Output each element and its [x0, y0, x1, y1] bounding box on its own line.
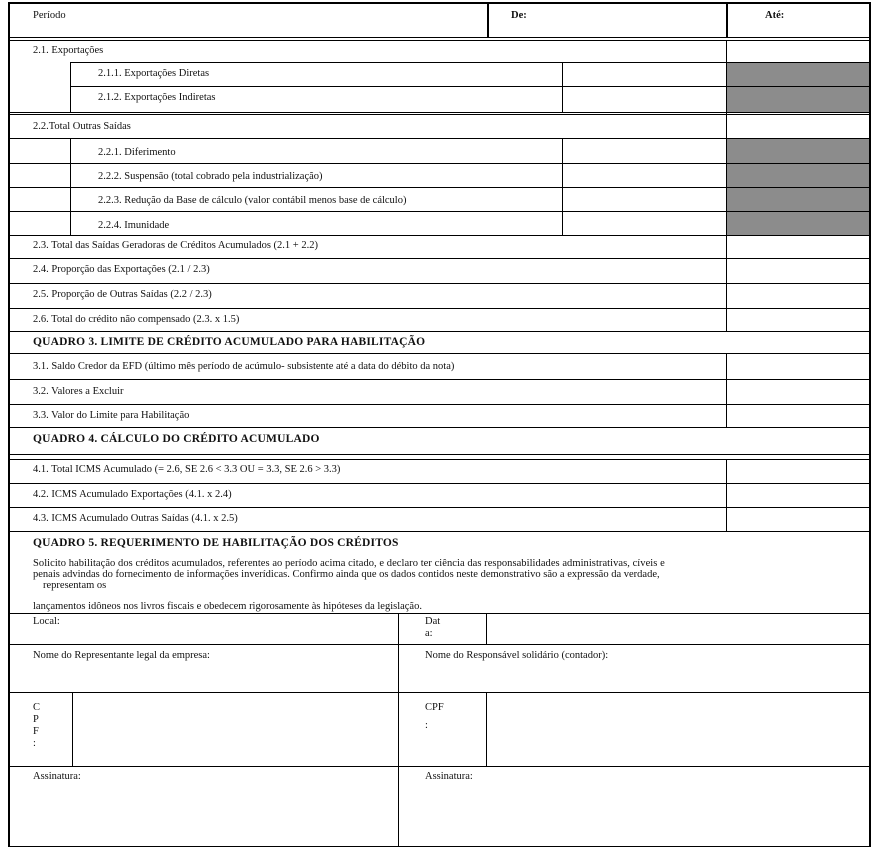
- row-2-2-1: 2.2.1. Diferimento: [98, 147, 176, 158]
- row-2-2-2: 2.2.2. Suspensão (total cobrado pela industrialização): [98, 171, 323, 182]
- data-label-1: Dat: [425, 616, 441, 627]
- declaration-line-4: lançamentos idôneos nos livros fiscais e obedecem rigorosamente às hipóteses da legislação.: [33, 601, 422, 612]
- shaded-cell: [727, 188, 869, 211]
- row-2-6: 2.6. Total do crédito não compensado (2.3. x 1.5): [33, 314, 240, 325]
- quadro-4-title: QUADRO 4. CÁLCULO DO CRÉDITO ACUMULADO: [33, 433, 320, 445]
- quadro-5-title: QUADRO 5. REQUERIMENTO DE HABILITAÇÃO DOS CRÉDITOS: [33, 537, 399, 549]
- local-label: Local:: [33, 616, 60, 627]
- cpf-left-label: [33, 702, 40, 750]
- cpf-left-f: F: [33, 726, 39, 737]
- row-2-1-2: 2.1.2. Exportações Indiretas: [98, 92, 216, 103]
- row-2-2-4: 2.2.4. Imunidade: [98, 220, 170, 231]
- row-2-2-3: 2.2.3. Redução da Base de cálculo (valor contábil menos base de cálculo): [98, 195, 407, 206]
- row-3-2: 3.2. Valores a Excluir: [33, 386, 124, 397]
- row-2-2: 2.2.Total Outras Saídas: [33, 121, 131, 132]
- de-label: De:: [511, 10, 527, 21]
- responsavel-label: Nome do Responsável solidário (contador):: [425, 650, 609, 661]
- row-2-1: 2.1. Exportações: [33, 45, 104, 56]
- row-3-1: 3.1. Saldo Credor da EFD (último mês período de acúmulo- subsistente até a data do débito da nota): [33, 361, 455, 372]
- row-4-2: 4.2. ICMS Acumulado Exportações (4.1. x 2.4): [33, 489, 232, 500]
- row-2-3: 2.3. Total das Saídas Geradoras de Créditos Acumulados (2.1 + 2.2): [33, 240, 318, 251]
- periodo-label: Período: [33, 10, 66, 21]
- assinatura-right-label: Assinatura:: [425, 771, 473, 782]
- row-4-1: 4.1. Total ICMS Acumulado (= 2.6, SE 2.6 < 3.3 OU = 3.3, SE 2.6 > 3.3): [33, 464, 341, 475]
- row-2-4: 2.4. Proporção das Exportações (2.1 / 2.3): [33, 264, 210, 275]
- ate-label: Até:: [765, 10, 785, 21]
- row-3-3: 3.3. Valor do Limite para Habilitação: [33, 410, 190, 421]
- shaded-cell: [727, 87, 869, 112]
- assinatura-left-label: Assinatura:: [33, 771, 81, 782]
- shaded-cell: [727, 212, 869, 235]
- shaded-cell: [727, 139, 869, 163]
- declaration-line-3: representam os: [43, 580, 107, 591]
- row-2-5: 2.5. Proporção de Outras Saídas (2.2 / 2.3): [33, 289, 212, 300]
- data-label-2: a:: [425, 628, 433, 639]
- cpf-left-p: P: [33, 714, 39, 725]
- cpf-right-label: CPF: [425, 702, 444, 713]
- declaration-line-1: Solicito habilitação dos créditos acumulados, referentes ao período acima citado, e declaro ter ciência das responsabilidades administrativas, cíveis e: [33, 558, 665, 569]
- shaded-cell: [727, 63, 869, 86]
- cpf-right-colon: :: [425, 720, 428, 731]
- cpf-left-colon: :: [33, 738, 36, 749]
- shaded-cell: [727, 164, 869, 187]
- quadro-3-title: QUADRO 3. LIMITE DE CRÉDITO ACUMULADO PARA HABILITAÇÃO: [33, 336, 426, 348]
- representante-label: Nome do Representante legal da empresa:: [33, 650, 210, 661]
- declaration-line-2: penais advindas do fornecimento de informações inverídicas. Confirmo ainda que os dados contidos neste demonstrativo são a expressão da verdade,: [33, 569, 660, 580]
- row-4-3: 4.3. ICMS Acumulado Outras Saídas (4.1. x 2.5): [33, 513, 238, 524]
- cpf-left-c: C: [33, 702, 41, 713]
- row-2-1-1: 2.1.1. Exportações Diretas: [98, 68, 210, 79]
